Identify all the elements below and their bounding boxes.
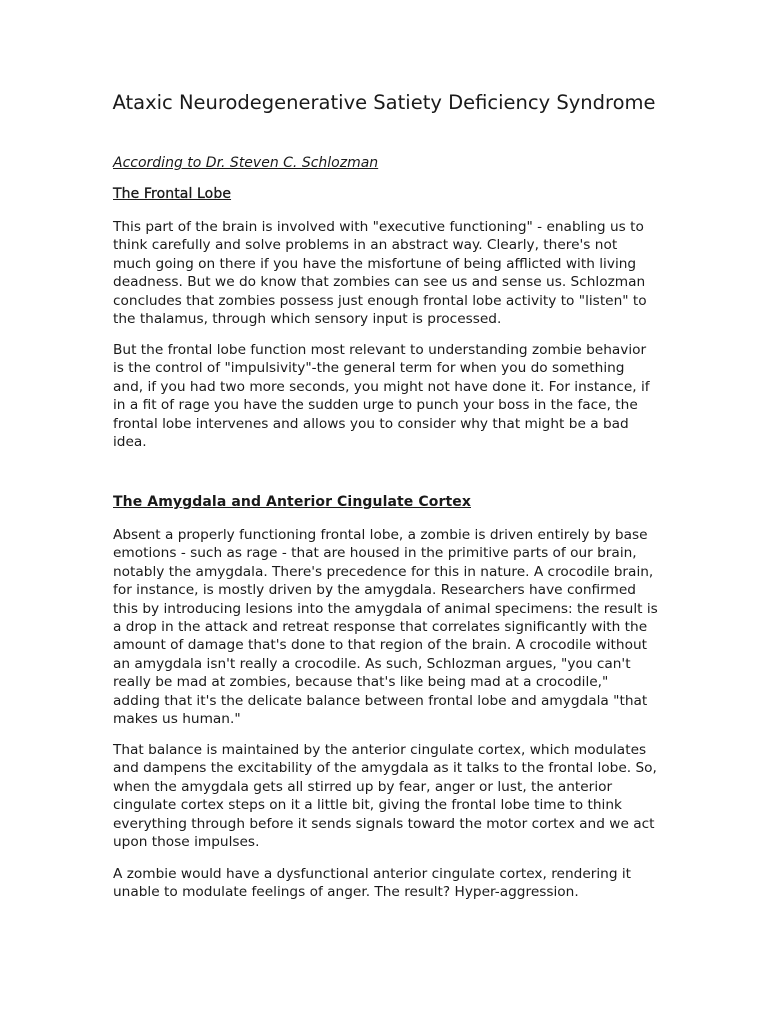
section-heading-frontal-lobe: The Frontal Lobe	[113, 186, 232, 202]
paragraph: That balance is maintained by the anterior cingulate cortex, which modulates and dampens the excitability of the amygdala as it talks to the frontal lobe. So, when the amygdala gets all stirred up by fear, anger or lust, the anterior cingulate cortex steps on it a little bit, giving the frontal lobe time to think everything through before it sends signals toward the motor cortex and we act upon those impulses.	[113, 742, 657, 851]
paragraph: This part of the brain is involved with "executive functioning" - enabling us to think carefully and solve problems in an abstract way. Clearly, there's not much going on there if you have the misfortune of being afflicted with living deadness. But we do know that zombies can see us and sense us. Schlozman concludes that zombies possess just enough frontal lobe activity to "listen" to the thalamus, through which sensory input is processed.	[113, 219, 647, 328]
document-title: Ataxic Neurodegenerative Satiety Deficiency Syndrome	[112, 91, 656, 114]
paragraph: But the frontal lobe function most relevant to understanding zombie behavior is the control of "impulsivity"-the general term for when you do something and, if you had two more seconds, you might not have done it. For instance, if in a fit of rage you have the sudden urge to punch your boss in the face, the frontal lobe intervenes and allows you to consider why that might be a bad idea.	[113, 342, 650, 451]
author-byline: According to Dr. Steven C. Schlozman	[113, 155, 379, 171]
paragraph: Absent a properly functioning frontal lobe, a zombie is driven entirely by base emotions - such as rage - that are housed in the primitive parts of our brain, notably the amygdala. There's precedence for this in nature. A crocodile brain, for instance, is mostly driven by the amygdala. Researchers have confirmed this by introducing lesions into the amygdala of animal specimens: the result is a drop in the attack and retreat response that correlates significantly with the amount of damage that's done to that region of the brain. A crocodile without an amygdala isn't really a crocodile. As such, Schlozman argues, "you can't really be mad at zombies, because that's like being mad at a crocodile," adding that it's the delicate balance between frontal lobe and amygdala "that makes us human."	[113, 527, 658, 728]
section-heading-amygdala: The Amygdala and Anterior Cingulate Cortex	[113, 494, 471, 510]
paragraph: A zombie would have a dysfunctional anterior cingulate cortex, rendering it unable to modulate feelings of anger. The result? Hyper-aggression.	[113, 866, 632, 901]
